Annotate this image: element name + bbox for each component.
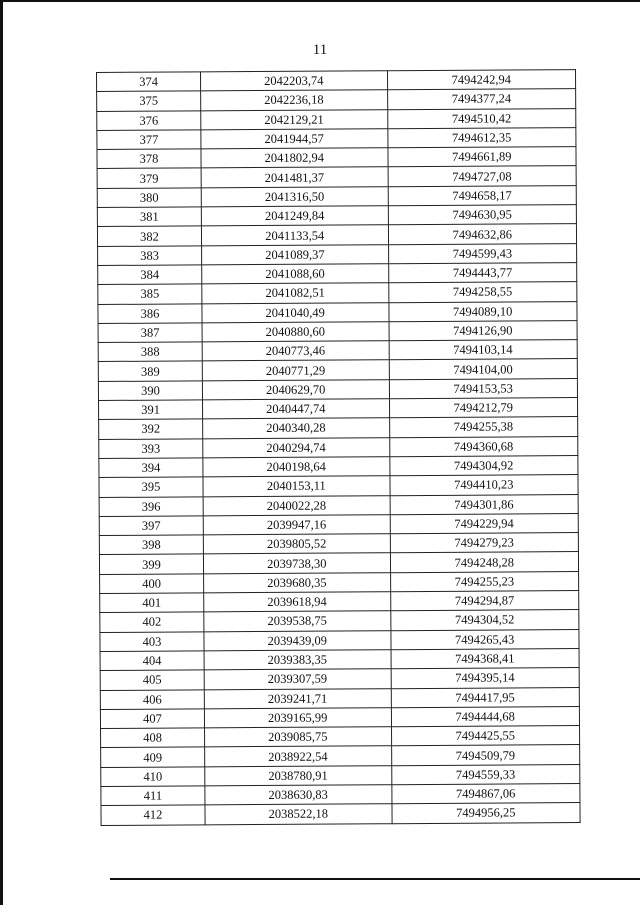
point-number-cell: 402 bbox=[100, 612, 204, 632]
x-coordinate-cell: 2041481,37 bbox=[201, 167, 388, 187]
y-coordinate-cell: 7494410,23 bbox=[389, 475, 578, 495]
x-coordinate-cell: 2042129,21 bbox=[201, 109, 388, 129]
x-coordinate-cell: 2039618,94 bbox=[204, 592, 391, 612]
table-row bbox=[99, 456, 578, 478]
table-row bbox=[100, 610, 579, 632]
y-coordinate-cell: 7494658,17 bbox=[388, 185, 577, 205]
x-coordinate-cell: 2038780,91 bbox=[205, 765, 392, 785]
x-coordinate-cell: 2039680,35 bbox=[204, 572, 391, 592]
y-coordinate-cell: 7494867,06 bbox=[391, 784, 580, 804]
x-coordinate-cell: 2038630,83 bbox=[205, 785, 392, 805]
table-row bbox=[97, 127, 576, 149]
table-row bbox=[99, 494, 578, 516]
point-number-cell: 401 bbox=[100, 593, 204, 613]
table-row bbox=[101, 803, 580, 825]
y-coordinate-cell: 7494229,94 bbox=[390, 513, 579, 533]
table-row bbox=[99, 436, 578, 458]
y-coordinate-cell: 7494559,33 bbox=[391, 764, 580, 784]
table-row bbox=[101, 745, 580, 767]
x-coordinate-cell: 2040294,74 bbox=[203, 437, 390, 457]
point-number-cell: 397 bbox=[99, 516, 203, 536]
point-number-cell: 400 bbox=[100, 574, 204, 594]
table-row bbox=[101, 764, 580, 786]
point-number-cell: 395 bbox=[99, 477, 203, 497]
y-coordinate-cell: 7494443,77 bbox=[388, 263, 577, 283]
y-coordinate-cell: 7494425,55 bbox=[391, 726, 580, 746]
y-coordinate-cell: 7494509,79 bbox=[391, 745, 580, 765]
y-coordinate-cell: 7494599,43 bbox=[388, 243, 577, 263]
point-number-cell: 404 bbox=[100, 651, 204, 671]
page-number: 11 bbox=[312, 42, 328, 58]
x-coordinate-cell: 2041944,57 bbox=[201, 129, 388, 149]
point-number-cell: 407 bbox=[100, 709, 204, 729]
y-coordinate-cell: 7494212,79 bbox=[389, 398, 578, 418]
table-row bbox=[98, 282, 577, 304]
point-number-cell: 378 bbox=[97, 149, 201, 169]
table-row bbox=[97, 185, 576, 207]
point-number-cell: 379 bbox=[97, 168, 201, 188]
x-coordinate-cell: 2041089,37 bbox=[202, 244, 389, 264]
point-number-cell: 398 bbox=[99, 535, 203, 555]
x-coordinate-cell: 2041088,60 bbox=[202, 264, 389, 284]
x-coordinate-cell: 2039241,71 bbox=[204, 688, 391, 708]
x-coordinate-cell: 2041040,49 bbox=[202, 302, 389, 322]
point-number-cell: 376 bbox=[97, 110, 201, 130]
table-row bbox=[100, 629, 579, 651]
x-coordinate-cell: 2039538,75 bbox=[204, 611, 391, 631]
y-coordinate-cell: 7494661,89 bbox=[387, 147, 576, 167]
point-number-cell: 389 bbox=[98, 361, 202, 381]
y-coordinate-cell: 7494444,68 bbox=[391, 706, 580, 726]
point-number-cell: 375 bbox=[97, 91, 201, 111]
x-coordinate-cell: 2040022,28 bbox=[203, 495, 390, 515]
table-row bbox=[100, 571, 579, 593]
point-number-cell: 405 bbox=[100, 670, 204, 690]
point-number-cell: 381 bbox=[97, 207, 201, 227]
point-number-cell: 393 bbox=[99, 438, 203, 458]
x-coordinate-cell: 2039165,99 bbox=[204, 708, 391, 728]
x-coordinate-cell: 2039307,59 bbox=[204, 669, 391, 689]
x-coordinate-cell: 2040153,11 bbox=[203, 476, 390, 496]
point-number-cell: 390 bbox=[98, 381, 202, 401]
table-row bbox=[97, 70, 576, 92]
x-coordinate-cell: 2041249,84 bbox=[201, 206, 388, 226]
y-coordinate-cell: 7494612,35 bbox=[387, 127, 576, 147]
table-row bbox=[99, 552, 578, 574]
x-coordinate-cell: 2040773,46 bbox=[202, 341, 389, 361]
table-row bbox=[100, 591, 579, 613]
x-coordinate-cell: 2040629,70 bbox=[202, 379, 389, 399]
y-coordinate-cell: 7494630,95 bbox=[388, 205, 577, 225]
table-row bbox=[99, 475, 578, 497]
x-coordinate-cell: 2041082,51 bbox=[202, 283, 389, 303]
point-number-cell: 399 bbox=[99, 554, 203, 574]
table-row bbox=[97, 147, 576, 169]
x-coordinate-cell: 2041133,54 bbox=[201, 225, 388, 245]
point-number-cell: 377 bbox=[97, 130, 201, 150]
table-row bbox=[97, 166, 576, 188]
y-coordinate-cell: 7494255,38 bbox=[389, 417, 578, 437]
point-number-cell: 392 bbox=[99, 419, 203, 439]
point-number-cell: 403 bbox=[100, 631, 204, 651]
y-coordinate-cell: 7494089,10 bbox=[388, 301, 577, 321]
point-number-cell: 387 bbox=[98, 323, 202, 343]
point-number-cell: 411 bbox=[101, 786, 205, 806]
y-coordinate-cell: 7494126,90 bbox=[389, 320, 578, 340]
y-coordinate-cell: 7494265,43 bbox=[390, 629, 579, 649]
y-coordinate-cell: 7494377,24 bbox=[387, 89, 576, 109]
y-coordinate-cell: 7494395,14 bbox=[391, 668, 580, 688]
point-number-cell: 408 bbox=[101, 728, 205, 748]
table-row bbox=[101, 726, 580, 748]
x-coordinate-cell: 2040340,28 bbox=[203, 418, 390, 438]
point-number-cell: 385 bbox=[98, 284, 202, 304]
y-coordinate-cell: 7494294,87 bbox=[390, 591, 579, 611]
x-coordinate-cell: 2041802,94 bbox=[201, 148, 388, 168]
y-coordinate-cell: 7494304,52 bbox=[390, 610, 579, 630]
table-row bbox=[99, 513, 578, 535]
y-coordinate-cell: 7494632,86 bbox=[388, 224, 577, 244]
x-coordinate-cell: 2039738,30 bbox=[203, 553, 390, 573]
point-number-cell: 388 bbox=[98, 342, 202, 362]
y-coordinate-cell: 7494417,95 bbox=[391, 687, 580, 707]
y-coordinate-cell: 7494360,68 bbox=[389, 436, 578, 456]
point-number-cell: 383 bbox=[98, 246, 202, 266]
point-number-cell: 391 bbox=[99, 400, 203, 420]
y-coordinate-cell: 7494153,53 bbox=[389, 378, 578, 398]
table-row bbox=[99, 417, 578, 439]
x-coordinate-cell: 2042236,18 bbox=[201, 90, 388, 110]
table-row bbox=[99, 398, 578, 420]
y-coordinate-cell: 7494510,42 bbox=[387, 108, 576, 128]
table-row bbox=[98, 359, 577, 381]
y-coordinate-cell: 7494103,14 bbox=[389, 340, 578, 360]
table-row bbox=[98, 301, 577, 323]
x-coordinate-cell: 2039085,75 bbox=[205, 727, 392, 747]
y-coordinate-cell: 7494258,55 bbox=[388, 282, 577, 302]
bottom-rule bbox=[110, 878, 640, 880]
point-number-cell: 409 bbox=[101, 747, 205, 767]
x-coordinate-cell: 2039439,09 bbox=[204, 630, 391, 650]
table-row bbox=[97, 205, 576, 227]
coordinates-table-body bbox=[97, 70, 581, 825]
point-number-cell: 384 bbox=[98, 265, 202, 285]
x-coordinate-cell: 2039947,16 bbox=[203, 515, 390, 535]
y-coordinate-cell: 7494727,08 bbox=[388, 166, 577, 186]
table-row bbox=[97, 108, 576, 130]
y-coordinate-cell: 7494956,25 bbox=[391, 803, 580, 823]
point-number-cell: 396 bbox=[99, 496, 203, 516]
x-coordinate-cell: 2039383,35 bbox=[204, 650, 391, 670]
point-number-cell: 386 bbox=[98, 303, 202, 323]
y-coordinate-cell: 7494368,41 bbox=[391, 648, 580, 668]
x-coordinate-cell: 2040771,29 bbox=[202, 360, 389, 380]
x-coordinate-cell: 2039805,52 bbox=[203, 534, 390, 554]
point-number-cell: 374 bbox=[97, 72, 201, 92]
table-row bbox=[97, 224, 576, 246]
y-coordinate-cell: 7494248,28 bbox=[390, 552, 579, 572]
table-row bbox=[98, 340, 577, 362]
point-number-cell: 412 bbox=[101, 805, 205, 825]
point-number-cell: 406 bbox=[100, 689, 204, 709]
y-coordinate-cell: 7494301,86 bbox=[390, 494, 579, 514]
table-row bbox=[100, 687, 579, 709]
table-row bbox=[100, 706, 579, 728]
table-row bbox=[100, 668, 579, 690]
table-row bbox=[98, 243, 577, 265]
table-row bbox=[98, 378, 577, 400]
x-coordinate-cell: 2042203,74 bbox=[201, 71, 388, 91]
y-coordinate-cell: 7494279,23 bbox=[390, 533, 579, 553]
table-row bbox=[98, 263, 577, 285]
y-coordinate-cell: 7494104,00 bbox=[389, 359, 578, 379]
x-coordinate-cell: 2040880,60 bbox=[202, 322, 389, 342]
point-number-cell: 382 bbox=[97, 226, 201, 246]
table-row bbox=[100, 648, 579, 670]
table-row bbox=[98, 320, 577, 342]
table-row bbox=[97, 89, 576, 111]
table-row bbox=[101, 784, 580, 806]
x-coordinate-cell: 2038922,54 bbox=[205, 746, 392, 766]
point-number-cell: 410 bbox=[101, 767, 205, 787]
coordinates-table bbox=[96, 69, 581, 825]
x-coordinate-cell: 2041316,50 bbox=[201, 187, 388, 207]
table-row bbox=[99, 533, 578, 555]
x-coordinate-cell: 2040198,64 bbox=[203, 457, 390, 477]
y-coordinate-cell: 7494255,23 bbox=[390, 571, 579, 591]
x-coordinate-cell: 2038522,18 bbox=[205, 804, 392, 824]
point-number-cell: 394 bbox=[99, 458, 203, 478]
y-coordinate-cell: 7494242,94 bbox=[387, 70, 576, 90]
y-coordinate-cell: 7494304,92 bbox=[389, 456, 578, 476]
x-coordinate-cell: 2040447,74 bbox=[203, 399, 390, 419]
point-number-cell: 380 bbox=[97, 188, 201, 208]
